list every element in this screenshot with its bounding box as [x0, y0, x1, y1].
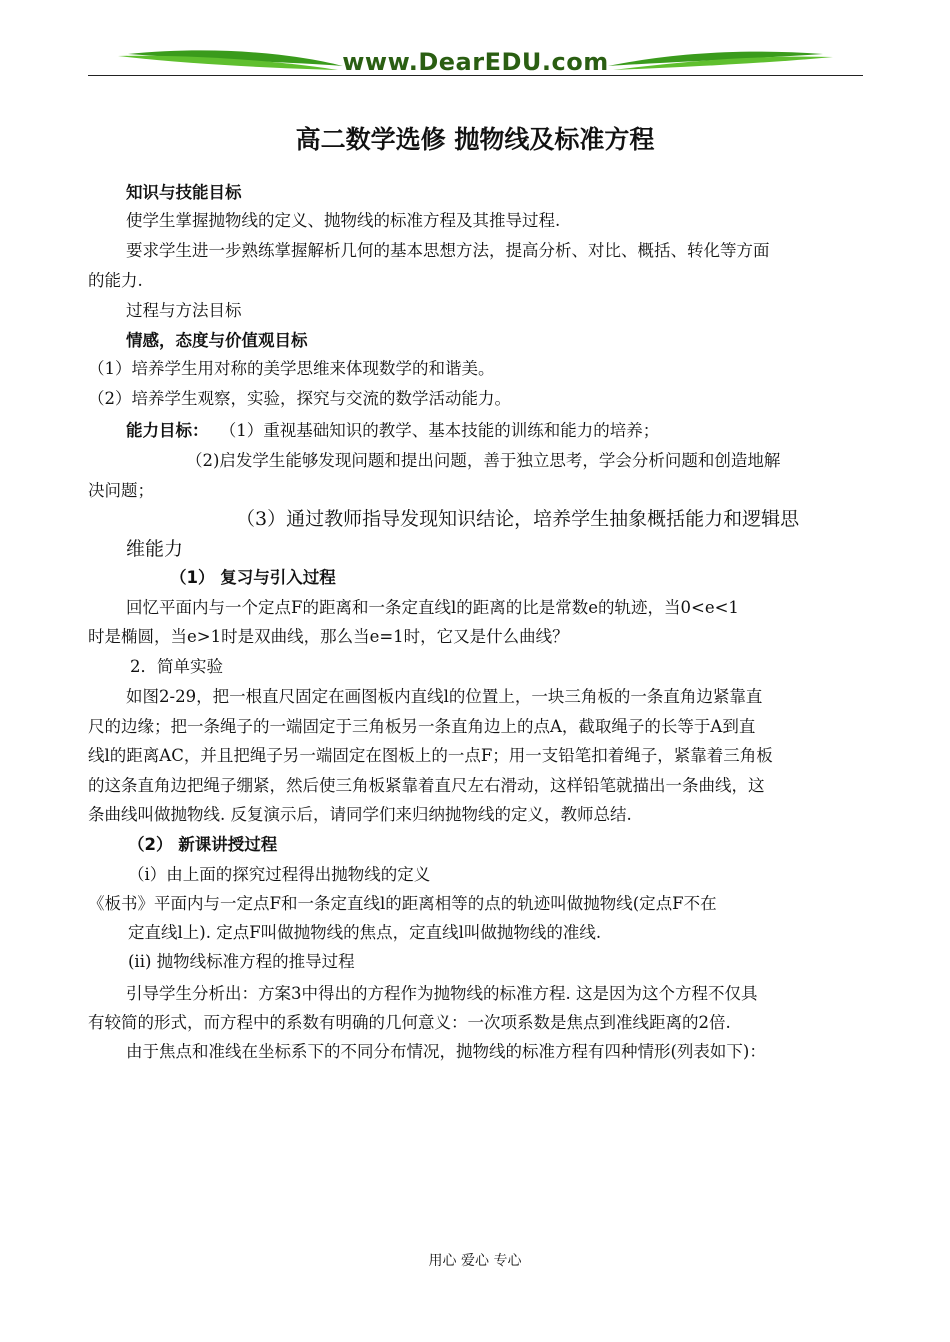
paragraph-line: 有较简的形式，而方程中的系数有明确的几何意义：一次项系数是焦点到准线距离的2倍. — [88, 1013, 731, 1032]
document-title: 高二数学选修 抛物线及标准方程 — [295, 125, 655, 154]
section-heading-review: （1） 复习与引入过程 — [170, 568, 336, 587]
paragraph-line: 要求学生进一步熟练掌握解析几何的基本思想方法，提高分析、对比、概括、转化等方面 — [126, 241, 770, 260]
paragraph-line: 维能力 — [126, 538, 184, 560]
paragraph-line: 线l的距离AC，并且把绳子另一端固定在图板上的一点F；用一支铅笔扣着绳子，紧靠着三角板 — [88, 746, 773, 765]
paragraph-line: 的能力. — [88, 271, 143, 290]
section-heading-new-lesson: （2） 新课讲授过程 — [128, 835, 278, 854]
paragraph-line: （i）由上面的探究过程得出抛物线的定义 — [128, 865, 431, 884]
paragraph-line: 《板书》平面内与一定点F和一条定直线l的距离相等的点的轨迹叫做抛物线(定点F不在 — [88, 894, 717, 913]
list-item: （1）培养学生用对称的美学思维来体现数学的和谐美。 — [88, 359, 495, 378]
paragraph-line: 引导学生分析出：方案3中得出的方程作为抛物线的标准方程. 这是因为这个方程不仅具 — [126, 984, 758, 1003]
paragraph-line: 回忆平面内与一个定点F的距离和一条定直线l的距离的比是常数e的轨迹，当0<e<1 — [126, 598, 739, 617]
ability-goal-line — [126, 420, 659, 442]
heading-ability-goals: 能力目标： — [126, 421, 209, 440]
heading-process-goals: 过程与方法目标 — [126, 301, 242, 320]
paragraph-line: 定直线l上). 定点F叫做抛物线的焦点，定直线l叫做抛物线的准线. — [128, 923, 602, 942]
list-item: （1）重视基础知识的教学、基本技能的训练和能力的培养； — [219, 421, 660, 440]
paragraph-line: 时是椭圆，当e>1时是双曲线，那么当e=1时，它又是什么曲线？ — [88, 627, 569, 646]
paragraph-line: 决问题； — [88, 481, 154, 500]
paragraph-line: 使学生掌握抛物线的定义、抛物线的标准方程及其推导过程. — [126, 211, 561, 230]
heading-knowledge-goals: 知识与技能目标 — [126, 183, 242, 202]
header-rule — [88, 75, 863, 76]
paragraph-line: 条曲线叫做抛物线. 反复演示后，请同学们来归纳抛物线的定义，教师总结. — [88, 805, 632, 824]
heading-attitude-goals: 情感，态度与价值观目标 — [126, 331, 308, 350]
paragraph-line: 2．简单实验 — [130, 657, 223, 676]
paragraph-line: 的这条直角边把绳子绷紧，然后使三角板紧靠着直尺左右滑动，这样铅笔就描出一条曲线，这 — [88, 776, 765, 795]
paragraph-line: (ii) 抛物线标准方程的推导过程 — [128, 952, 355, 971]
list-item: （2）培养学生观察，实验，探究与交流的数学活动能力。 — [88, 389, 511, 408]
paragraph-line: 尺的边缘；把一条绳子的一端固定于三角板另一条直角边上的点A，截取绳子的长等于A到直 — [88, 717, 756, 736]
paragraph-line: 由于焦点和准线在坐标系下的不同分布情况，抛物线的标准方程有四种情形(列表如下)： — [126, 1042, 766, 1061]
site-logo-text: www.DearEDU.com — [342, 48, 609, 76]
paragraph-line: 如图2-29，把一根直尺固定在画图板内直线l的位置上，一块三角板的一条直角边紧靠直 — [126, 687, 763, 706]
list-item: （2)启发学生能够发现问题和提出问题，善于独立思考，学会分析问题和创造地解 — [186, 451, 781, 470]
page-footer: 用心 爱心 专心 — [428, 1253, 522, 1269]
list-item: （3）通过教师指导发现知识结论，培养学生抽象概括能力和逻辑思 — [236, 508, 800, 530]
